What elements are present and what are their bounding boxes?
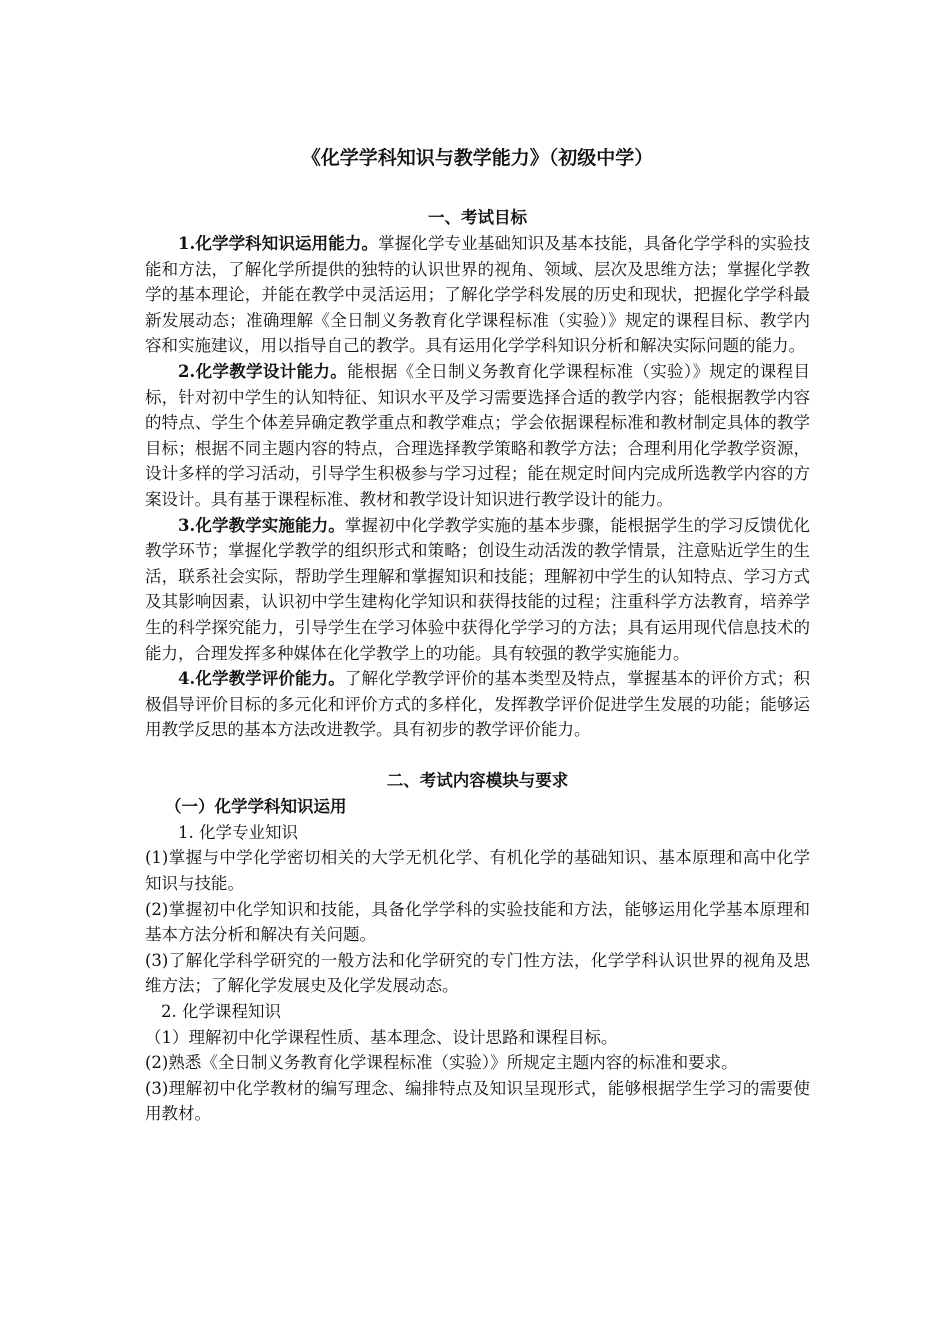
objective-lead-1: 1.化学学科知识运用能力。 <box>178 234 379 253</box>
objective-paragraph-4 <box>145 666 810 743</box>
document-page <box>145 143 810 1127</box>
subsection-heading-knowledge: （一）化学学科知识运用 <box>165 796 347 816</box>
objective-text-2: 能根据《全日制义务教育化学课程标准（实验）》规定的课程目标，针对初中学生的认知特征、知识水平及学习需要选择合适的教学内容；能根据教学内容的特点、学生个体差异确定教学重点和教学难点；学会依据课程标准和教材制定具体的教学目标；根据不同主题内容的特点，合理选择教学策略和教学方法；合理利用化学教学资源，设计多样的学习活动，引导学生积极参与学习过程；能在规定时间内完成所选教学内容的方案设计。具有基于课程标准、教材和教学设计知识进行教学设计的能力。 <box>145 361 810 509</box>
section-spacer <box>145 743 810 768</box>
objective-lead-4: 4.化学教学评价能力。 <box>178 669 345 689</box>
objective-paragraph-1 <box>145 231 810 359</box>
objective-lead-3: 3.化学教学实施能力。 <box>178 515 345 535</box>
document-title: 《化学学科知识与教学能力》（初级中学） <box>301 147 654 169</box>
objective-lead-2: 2.化学教学设计能力。 <box>178 361 348 381</box>
section-heading-exam-objectives: 一、考试目标 <box>428 208 527 227</box>
list-item: (2)掌握初中化学知识和技能，具备化学学科的实验技能和方法，能够运用化学基本原理和基本方法分析和解决有关问题。 <box>145 899 810 945</box>
item-heading-curriculum-knowledge: 2. 化学课程知识 <box>161 1002 281 1022</box>
objective-text-1: 掌握化学专业基础知识及基本技能，具备化学学科的实验技能和方法，了解化学所提供的独特的认识世界的视角、领域、层次及思维方法；掌握化学教学的基本理论，并能在教学中灵活运用；了解化学学科发展的历史和现状，把握化学学科最新发展动态；准确理解《全日制义务教育化学课程标准（实验）》规定的课程目标、教学内容和实施建议，用以指导自己的教学。具有运用化学学科知识分析和解决实际问题的能力。 <box>145 234 810 356</box>
list-item: （1）理解初中化学课程性质、基本理念、设计思路和课程目标。 <box>145 1027 618 1047</box>
objective-paragraph-3 <box>145 513 810 667</box>
list-item: (3)理解初中化学教材的编写理念、编排特点及知识呈现形式，能够根据学生学习的需要使用教材。 <box>145 1078 810 1124</box>
section-heading-exam-content: 二、考试内容模块与要求 <box>386 770 569 790</box>
objective-paragraph-2 <box>145 359 810 513</box>
objective-text-3: 掌握初中化学教学实施的基本步骤，能根据学生的学习反馈优化教学环节；掌握化学教学的组织形式和策略；创设生动活泼的教学情景，注意贴近学生的生活，联系社会实际，帮助学生理解和掌握知识和技能；理解初中学生的认知特点、学习方式及其影响因素，认识初中学生建构化学知识和获得技能的过程；注重科学方法教育，培养学生的科学探究能力，引导学生在学习体验中获得化学学习的方法；具有运用现代信息技术的能力，合理发挥多种媒体在化学教学上的功能。具有较强的教学实施能力。 <box>145 515 811 663</box>
item-heading-professional-knowledge: 1. 化学专业知识 <box>178 822 298 842</box>
list-item: (2)熟悉《全日制义务教育化学课程标准（实验）》所规定主题内容的标准和要求。 <box>145 1053 738 1073</box>
list-item: (3)了解化学科学研究的一般方法和化学研究的专门性方法，化学学科认识世界的视角及思维方法；了解化学发展史及化学发展动态。 <box>145 950 810 996</box>
objective-text-4: 了解化学教学评价的基本类型及特点，掌握基本的评价方式；积极倡导评价目标的多元化和评价方式的多样化，发挥教学评价促进学生发展的功能；能够运用教学反思的基本方法改进教学。具有初步的教学评价能力。 <box>145 669 811 740</box>
list-item: (1)掌握与中学化学密切相关的大学无机化学、有机化学的基础知识、基本原理和高中化学知识与技能。 <box>145 848 810 894</box>
